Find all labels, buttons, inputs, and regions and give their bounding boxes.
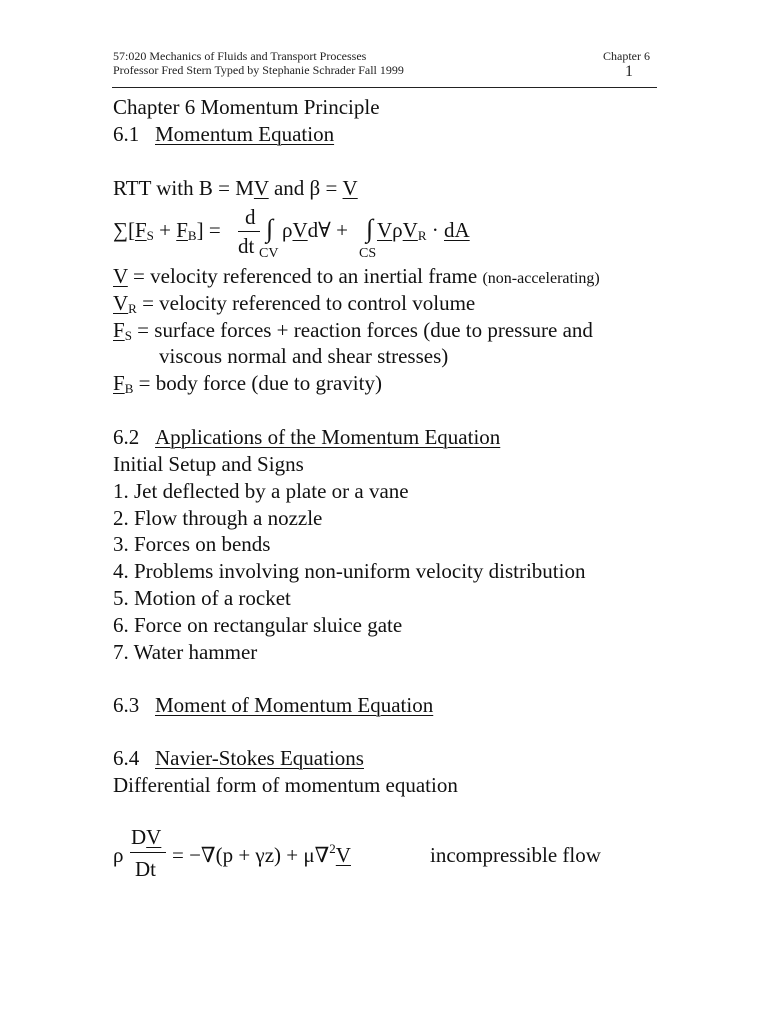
- section-64-intro: Differential form of momentum equation: [113, 773, 458, 797]
- section-61-number: 6.1: [113, 122, 140, 146]
- ns-rhs: [172, 843, 351, 868]
- header-byline: Professor Fred Stern Typed by Stephanie Schrader Fall 1999: [113, 63, 404, 77]
- bracket-equals: ] =: [196, 218, 221, 242]
- velocity-symbol: V: [292, 218, 308, 242]
- area-element: dA: [444, 218, 470, 242]
- volume-element: d∀ +: [307, 218, 348, 242]
- relative-velocity-subscript: R: [417, 228, 427, 243]
- ddt-numerator: d: [245, 205, 256, 229]
- cv-limit: CV: [259, 246, 279, 261]
- section-62-intro: Initial Setup and Signs: [113, 452, 304, 476]
- header-rule: [112, 87, 657, 88]
- plus-sign: +: [153, 218, 177, 242]
- fb-symbol: F: [176, 218, 188, 242]
- header-page-number: 1: [625, 63, 633, 80]
- ns-note: incompressible flow: [430, 843, 601, 867]
- def-v-note: (non-accelerating): [482, 270, 600, 287]
- rho-symbol: ρ: [282, 218, 293, 242]
- definition-vr: [113, 291, 475, 318]
- ns-rho: ρ: [113, 843, 124, 867]
- list-item: 5. Motion of a rocket: [113, 586, 291, 610]
- rtt-line: [113, 176, 358, 200]
- chapter-title: Chapter 6 Momentum Principle: [113, 95, 380, 119]
- rtt-beta: and β =: [268, 176, 343, 200]
- rtt-prefix: RTT with B = M: [113, 176, 254, 200]
- definition-fb: [113, 371, 382, 398]
- def-v-symbol: V: [113, 264, 128, 288]
- cv-term: [282, 218, 348, 243]
- list-item: 2. Flow through a nozzle: [113, 506, 323, 530]
- rtt-v2: V: [342, 176, 358, 200]
- fs-symbol: F: [134, 218, 147, 242]
- section-62-title: Applications of the Momentum Equation: [155, 425, 501, 449]
- ddt-denominator: dt: [238, 234, 255, 258]
- def-fb-text: = body force (due to gravity): [133, 371, 382, 395]
- section-64-title: Navier-Stokes Equations: [155, 746, 364, 770]
- fs-subscript: S: [146, 228, 154, 243]
- list-item: 1. Jet deflected by a plate or a vane: [113, 479, 409, 503]
- list-item: 3. Forces on bends: [113, 532, 271, 556]
- section-64-heading: [113, 746, 364, 770]
- def-fb-symbol: F: [113, 371, 125, 395]
- cs-term: [377, 218, 470, 243]
- section-63-title: Moment of Momentum Equation: [155, 693, 434, 717]
- rho-symbol-cs: ρ: [392, 218, 403, 242]
- section-62-number: 6.2: [113, 425, 140, 449]
- integral-cs: ∫: [366, 214, 374, 243]
- ns-numerator: DV: [131, 825, 162, 849]
- velocity-symbol-cs: V: [377, 218, 393, 242]
- ddt-fraction-bar: [238, 231, 260, 232]
- ns-numerator-velocity: V: [146, 825, 162, 849]
- fb-subscript: B: [187, 228, 197, 243]
- sigma-symbol: ∑[: [113, 218, 135, 242]
- list-item: 6. Force on rectangular sluice gate: [113, 613, 403, 637]
- section-63-number: 6.3: [113, 693, 140, 717]
- section-61-title: Momentum Equation: [155, 122, 335, 146]
- ns-rhs-terms: = −∇(p + γz) + μ∇: [172, 843, 330, 867]
- rtt-v1: V: [253, 176, 269, 200]
- def-fb-subscript: B: [124, 381, 134, 396]
- def-v-text: = velocity referenced to an inertial frame: [127, 264, 483, 288]
- ns-laplacian-exponent: 2: [329, 841, 336, 856]
- ns-rhs-velocity: V: [335, 843, 351, 867]
- integral-cv: ∫: [266, 214, 274, 243]
- header-course: 57:020 Mechanics of Fluids and Transport Processes: [113, 49, 367, 63]
- definition-fs: [113, 318, 593, 345]
- definition-fs-continued: viscous normal and shear stresses): [159, 344, 449, 368]
- cs-limit: CS: [359, 246, 377, 261]
- def-fs-subscript: S: [124, 328, 132, 343]
- relative-velocity-symbol: V: [402, 218, 418, 242]
- ns-denominator: Dt: [135, 857, 156, 881]
- ns-fraction-bar: [130, 852, 166, 853]
- def-vr-symbol: V: [113, 291, 129, 315]
- def-fs-symbol: F: [113, 318, 125, 342]
- def-fs-text: = surface forces + reaction forces (due to pressure and: [131, 318, 593, 342]
- list-item: 4. Problems involving non-uniform velocity distribution: [113, 559, 586, 583]
- section-63-heading: [113, 693, 433, 717]
- section-64-number: 6.4: [113, 746, 140, 770]
- def-vr-text: = velocity referenced to control volume: [136, 291, 476, 315]
- definition-v: [113, 264, 600, 291]
- section-62-heading: [113, 425, 500, 449]
- list-item: 7. Water hammer: [113, 640, 258, 664]
- dot-operator: ·: [426, 218, 444, 242]
- momentum-lhs: [113, 218, 221, 243]
- section-61-heading: [113, 122, 334, 146]
- header-chapter: Chapter 6: [603, 49, 650, 63]
- def-vr-subscript: R: [128, 301, 137, 316]
